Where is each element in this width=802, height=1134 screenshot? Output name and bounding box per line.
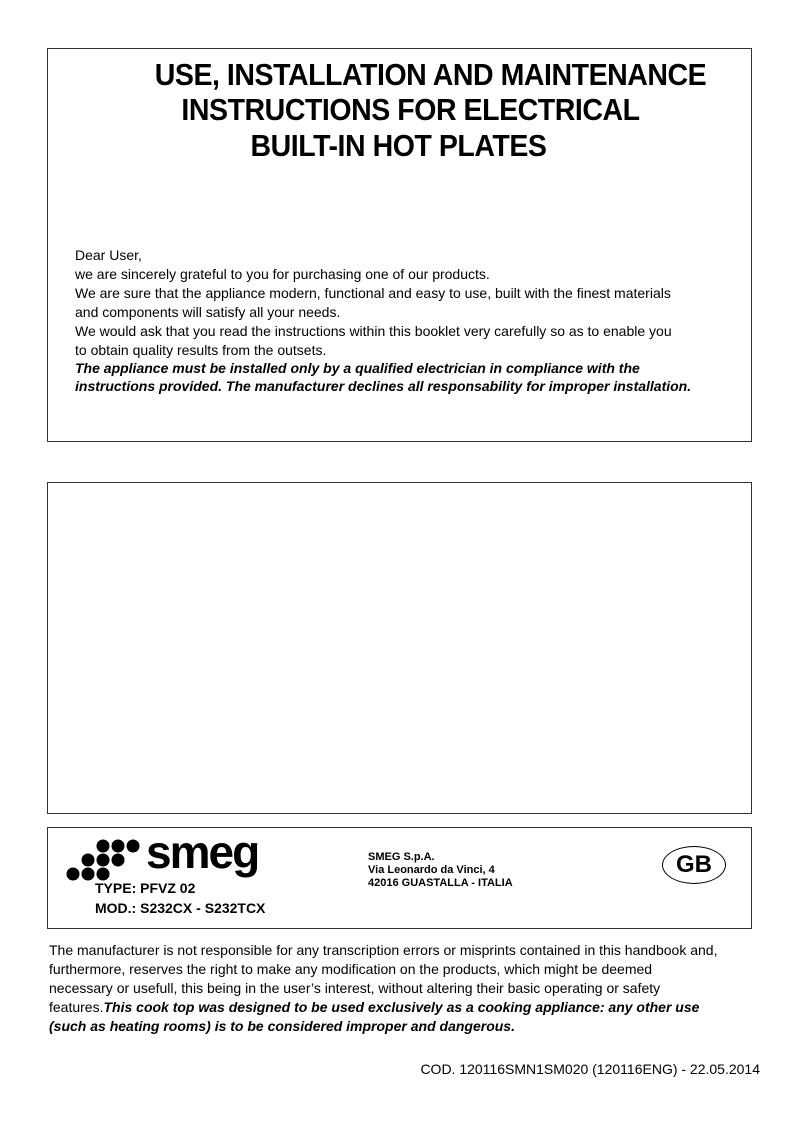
brand-box (47, 827, 752, 929)
disclaimer-line: furthermore, reserves the right to make any modification on the products, which might be deemed (49, 961, 653, 977)
document-code: COD. 120116SMN1SM020 (120116ENG) - 22.05.2014 (420, 1061, 760, 1077)
model-label: MOD.: S232CX - S232TCX (95, 900, 266, 916)
address-line: SMEG S.p.A. (368, 851, 435, 863)
address-line: 42016 GUASTALLA - ITALIA (368, 877, 513, 889)
title-line-1: USE, INSTALLATION AND MAINTENANCE (154, 57, 707, 92)
disclaimer-bold-line (49, 1017, 515, 1036)
disclaimer-plain: features. (49, 999, 104, 1015)
country-badge: GB (662, 846, 726, 884)
disclaimer-line: The manufacturer is not responsible for any transcription errors or misprints contained in this handbook and, (49, 942, 718, 958)
warning-line: The appliance must be installed only by a qualified electrician in compliance with the (75, 360, 640, 376)
smeg-logo-icon (66, 834, 301, 882)
type-label: TYPE: PFVZ 02 (95, 880, 196, 896)
intro-line: we are sincerely grateful to you for purchasing one of our products. (75, 266, 490, 282)
logo-text: smeg (146, 834, 259, 878)
disclaimer-bold-2: (such as heating rooms) is to be considered improper and dangerous. (49, 1018, 515, 1034)
header-box (47, 48, 752, 442)
title-line-3: BUILT-IN HOT PLATES (250, 128, 547, 163)
intro-line: We would ask that you read the instructions within this booklet very carefully so as to enable you (75, 323, 672, 339)
intro-line: and components will satisfy all your needs. (75, 304, 341, 320)
address-line: Via Leonardo da Vinci, 4 (368, 864, 495, 876)
title-line-2: INSTRUCTIONS FOR ELECTRICAL (181, 92, 640, 127)
intro-line: to obtain quality results from the outsets. (75, 342, 327, 358)
disclaimer-bold: This cook top was designed to be used exclusively as a cooking appliance: any other use (103, 999, 700, 1015)
image-placeholder-box (47, 482, 752, 814)
disclaimer-line: necessary or usefull, this being in the user’s interest, without altering their basic operating or safety (49, 980, 661, 996)
intro-line: Dear User, (75, 247, 142, 263)
intro-line: We are sure that the appliance modern, functional and easy to use, built with the finest materials (75, 285, 671, 301)
disclaimer-line-mixed (49, 998, 699, 1017)
warning-line: instructions provided. The manufacturer declines all responsability for improper installation. (75, 378, 692, 394)
